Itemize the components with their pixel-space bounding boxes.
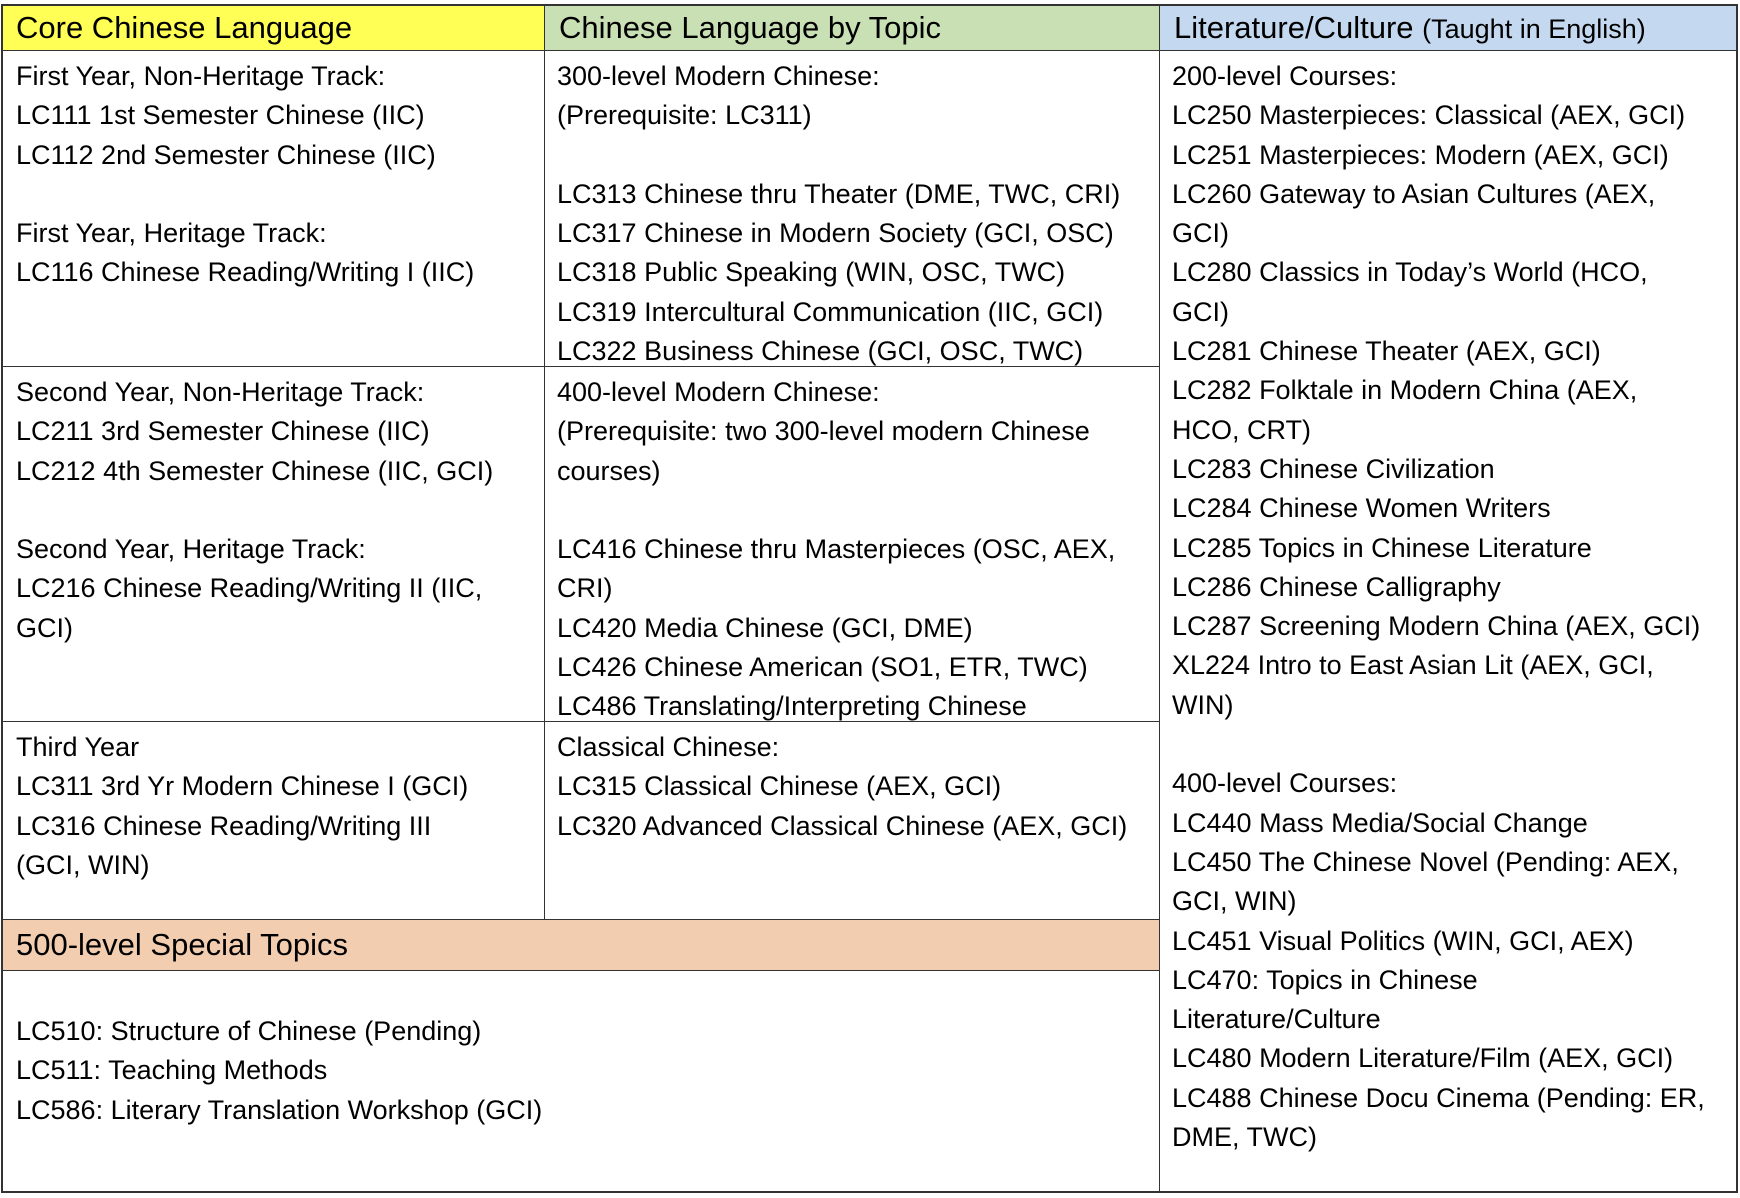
spacer — [557, 136, 1145, 175]
core-first-year-line: First Year, Non-Heritage Track: — [16, 61, 386, 91]
topic-classical — [545, 722, 1159, 919]
core-third-year-line: Third Year — [16, 732, 140, 762]
course-lc486: LC486 Translating/Interpreting Chinese — [557, 691, 1027, 721]
course-lc315: LC315 Classical Chinese (AEX, GCI) — [557, 771, 1002, 802]
spacer — [557, 491, 1145, 530]
course-lc470: LC470: Topics in Chinese — [1172, 964, 1478, 995]
header-core-label: Core Chinese Language — [16, 10, 353, 45]
course-lc450: LC450 The Chinese Novel (Pending: AEX, — [1172, 846, 1679, 877]
header-topic-label: Chinese Language by Topic — [559, 10, 942, 45]
spacer — [16, 491, 530, 530]
header-topic — [545, 5, 1159, 51]
lit-400-title: 400-level Courses: — [1172, 768, 1398, 799]
course-lc216: LC216 Chinese Reading/Writing II (IIC, — [16, 573, 483, 604]
border-header-bottom — [1, 50, 1738, 51]
border-col-topic-lit — [1159, 4, 1160, 1193]
course-xl224: XL224 Intro to East Asian Lit (AEX, GCI, — [1172, 650, 1654, 681]
course-lc283: LC283 Chinese Civilization — [1172, 453, 1495, 484]
header-core — [2, 5, 544, 51]
course-lc317: LC317 Chinese in Modern Society (GCI, OSC) — [557, 218, 1114, 249]
course-lc319: LC319 Intercultural Communication (IIC, GCI) — [557, 296, 1104, 327]
course-lc316-cont: (GCI, WIN) — [16, 849, 150, 880]
topic-300-level — [545, 51, 1159, 366]
border-row-2 — [1, 721, 1160, 722]
course-lc287: LC287 Screening Modern China (AEX, GCI) — [1172, 611, 1701, 642]
course-lc320: LC320 Advanced Classical Chinese (AEX, GCI) — [557, 810, 1128, 841]
topic-300-prereq: (Prerequisite: LC311) — [557, 100, 812, 131]
course-xl224-cont: WIN) — [1172, 689, 1234, 720]
course-lc586: LC586: Literary Translation Workshop (GCI) — [16, 1094, 543, 1125]
header-special — [2, 920, 1159, 970]
course-lc511: LC511: Teaching Methods — [16, 1055, 328, 1086]
border-special-header-bottom — [1, 970, 1160, 971]
course-lc280-cont: GCI) — [1172, 296, 1229, 327]
course-lc426: LC426 Chinese American (SO1, ETR, TWC) — [557, 652, 1088, 683]
course-lc282-cont: HCO, CRT) — [1172, 414, 1311, 445]
lit-200-title: 200-level Courses: — [1172, 61, 1398, 91]
core-first-year-heritage-line: First Year, Heritage Track: — [16, 218, 327, 249]
header-lit — [1160, 5, 1737, 51]
course-lc450-cont: GCI, WIN) — [1172, 886, 1297, 917]
course-lc510: LC510: Structure of Chinese (Pending) — [16, 1016, 482, 1046]
topic-400-title: 400-level Modern Chinese: — [557, 377, 880, 407]
course-lc251: LC251 Masterpieces: Modern (AEX, GCI) — [1172, 139, 1669, 170]
course-lc285: LC285 Topics in Chinese Literature — [1172, 532, 1592, 563]
topic-300-title: 300-level Modern Chinese: — [557, 61, 880, 91]
border-col-core-topic — [544, 4, 545, 920]
border-right — [1736, 4, 1738, 1193]
course-lc280: LC280 Classics in Today’s World (HCO, — [1172, 257, 1648, 288]
border-bottom — [1, 1191, 1738, 1193]
course-lc116: LC116 Chinese Reading/Writing I (IIC) — [16, 257, 475, 288]
course-lc284: LC284 Chinese Women Writers — [1172, 493, 1551, 524]
core-second-year-line: Second Year, Non-Heritage Track: — [16, 377, 425, 407]
border-row-1 — [1, 366, 1160, 367]
course-lc311: LC311 3rd Yr Modern Chinese I (GCI) — [16, 771, 469, 802]
course-lc440: LC440 Mass Media/Social Change — [1172, 807, 1588, 838]
course-lc260: LC260 Gateway to Asian Cultures (AEX, — [1172, 178, 1656, 209]
course-lc451: LC451 Visual Politics (WIN, GCI, AEX) — [1172, 925, 1634, 956]
core-second-year — [2, 367, 544, 721]
topic-400-prereq-cont: courses) — [557, 455, 661, 486]
course-lc416: LC416 Chinese thru Masterpieces (OSC, AEX, — [557, 534, 1116, 565]
course-lc488: LC488 Chinese Docu Cinema (Pending: ER, — [1172, 1082, 1705, 1113]
course-lc286: LC286 Chinese Calligraphy — [1172, 571, 1501, 602]
border-row-3 — [1, 919, 1160, 920]
core-first-year — [2, 51, 544, 366]
course-lc216-cont: GCI) — [16, 612, 73, 643]
course-lc260-cont: GCI) — [1172, 218, 1229, 249]
course-lc316: LC316 Chinese Reading/Writing III — [16, 810, 432, 841]
course-lc112: LC112 2nd Semester Chinese (IIC) — [16, 139, 436, 170]
topic-400-prereq: (Prerequisite: two 300-level modern Chinese — [557, 416, 1090, 447]
spacer — [16, 175, 530, 214]
header-lit-note: (Taught in English) — [1422, 14, 1646, 44]
topic-classical-title: Classical Chinese: — [557, 732, 780, 762]
header-special-label: 500-level Special Topics — [16, 927, 349, 962]
course-lc211: LC211 3rd Semester Chinese (IIC) — [16, 416, 430, 447]
course-lc488-cont: DME, TWC) — [1172, 1122, 1317, 1153]
topic-400-level — [545, 367, 1159, 721]
course-lc470-cont: Literature/Culture — [1172, 1004, 1381, 1035]
core-third-year — [2, 722, 544, 919]
border-top — [1, 4, 1738, 6]
course-lc282: LC282 Folktale in Modern China (AEX, — [1172, 375, 1638, 406]
course-lc111: LC111 1st Semester Chinese (IIC) — [16, 100, 425, 131]
course-lc420: LC420 Media Chinese (GCI, DME) — [557, 612, 973, 643]
course-lc480: LC480 Modern Literature/Film (AEX, GCI) — [1172, 1043, 1674, 1074]
spacer — [1172, 725, 1723, 764]
lit-courses — [1160, 51, 1737, 1191]
course-lc250: LC250 Masterpieces: Classical (AEX, GCI) — [1172, 100, 1686, 131]
course-lc322: LC322 Business Chinese (GCI, OSC, TWC) — [557, 336, 1084, 366]
course-lc313: LC313 Chinese thru Theater (DME, TWC, CRI) — [557, 178, 1121, 209]
border-left — [1, 4, 3, 1193]
header-lit-label: Literature/Culture — [1174, 10, 1414, 45]
course-lc281: LC281 Chinese Theater (AEX, GCI) — [1172, 336, 1601, 367]
course-lc212: LC212 4th Semester Chinese (IIC, GCI) — [16, 455, 494, 486]
special-courses — [2, 971, 1159, 1191]
core-second-year-heritage-line: Second Year, Heritage Track: — [16, 534, 366, 565]
course-lc318: LC318 Public Speaking (WIN, OSC, TWC) — [557, 257, 1066, 288]
course-lc416-cont: CRI) — [557, 573, 613, 604]
